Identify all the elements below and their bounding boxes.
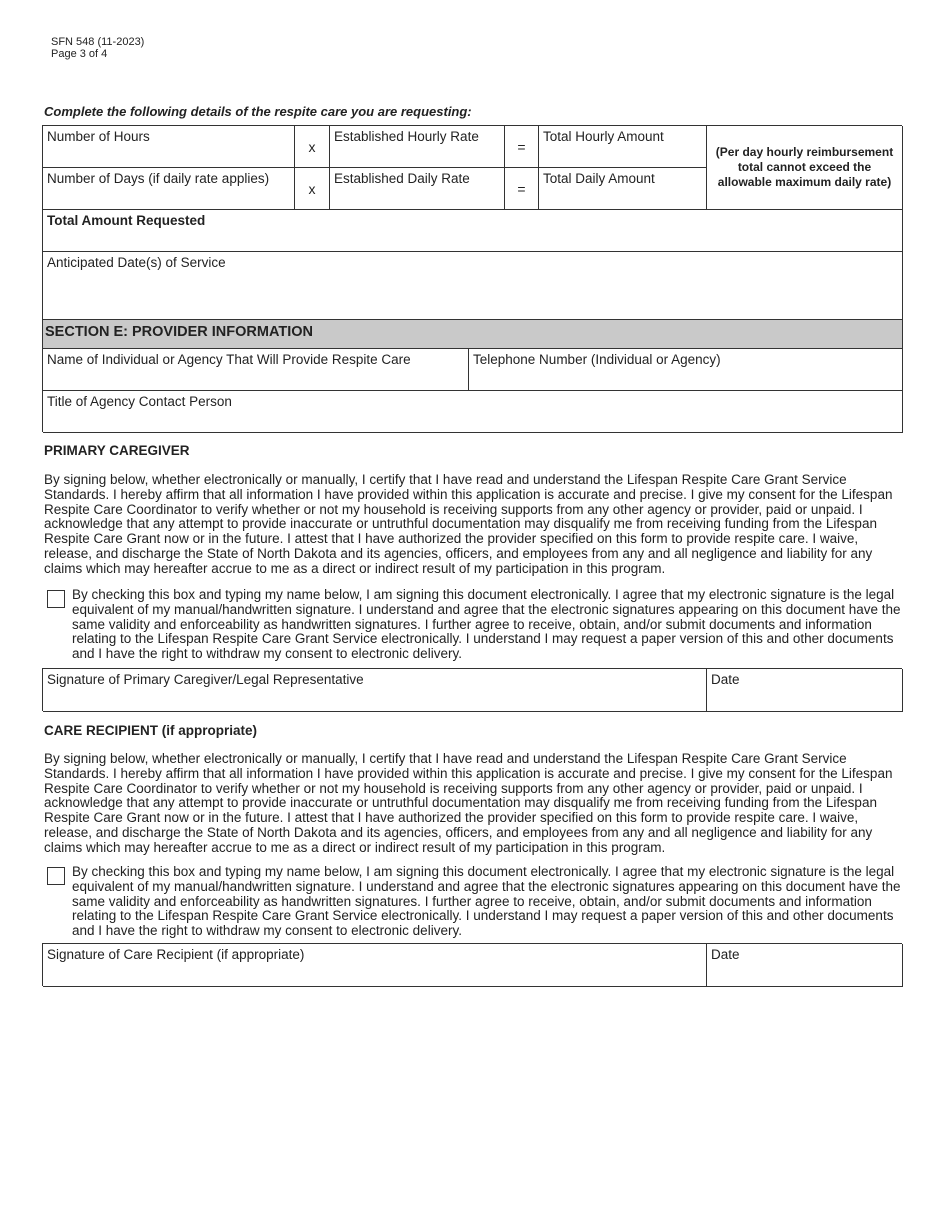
times-operator: x xyxy=(295,126,330,168)
service-dates-field[interactable] xyxy=(43,252,903,321)
care-details-table xyxy=(42,125,902,320)
primary-signature-row xyxy=(42,668,902,711)
primary-esign-text: By checking this box and typing my name below, I am signing this document electronically. I agree that my electronic signature is the legal equivalent of my manual/handwritten signature. I understand and agree that the electronic signatures appearing on this document have the same validity and enforceability as handwritten signatures. I further agree to receive, obtain, and/or submit documents and information relating to the Lifespan Respite Care Grant Service electronically. I understand I may request a paper version of this and other documents and I have the right to withdraw my consent to electronic delivery. xyxy=(72,587,901,662)
primary-date-label: Date xyxy=(711,672,740,687)
hourly-rate-field[interactable] xyxy=(330,126,505,168)
equals-operator-daily: = xyxy=(505,168,539,210)
primary-certification-text: By signing below, whether electronically or manually, I certify that I have read and understand the Lifespan Respite Care Grant Service Standards. I hereby affirm that all information I have provided within this application is accurate and precise. I give my consent for the Lifespan Respite Care Coordinator to verify whether or not my household is receiving supports from any other agency or provider, paid or unpaid. I acknowledge that any attempt to provide inaccurate or untruthful documentation may disqualify me from receiving funding from the Lifespan Respite Care Grant now or in the future. I attest that I have authorized the provider specified on this form to provide respite care. I waive, release, and discharge the State of North Dakota and its agencies, officers, and employees from any and all negligence and liability for any claims which may hereafter accrue to me as a direct or indirect result of my participation in this program. xyxy=(44,472,893,576)
provider-phone-field[interactable] xyxy=(469,349,903,391)
total-daily-field[interactable] xyxy=(539,168,707,210)
primary-signature-field[interactable] xyxy=(43,669,707,712)
contact-title-label: Title of Agency Contact Person xyxy=(47,394,232,409)
primary-esign-checkbox[interactable] xyxy=(47,590,65,608)
days-label: Number of Days (if daily rate applies) xyxy=(47,171,270,186)
contact-title-field[interactable] xyxy=(43,391,903,433)
primary-esign-row xyxy=(47,588,902,664)
total-daily-label: Total Daily Amount xyxy=(543,171,655,186)
intro-text: Complete the following details of the respite care you are requesting: xyxy=(44,104,472,119)
total-hourly-label: Total Hourly Amount xyxy=(543,129,664,144)
daily-rate-field[interactable] xyxy=(330,168,505,210)
provider-name-field[interactable] xyxy=(43,349,469,391)
primary-date-field[interactable] xyxy=(707,669,903,712)
hours-label: Number of Hours xyxy=(47,129,150,144)
page-number: Page 3 of 4 xyxy=(51,48,108,60)
daily-rate-label: Established Daily Rate xyxy=(334,171,470,186)
service-dates-label: Anticipated Date(s) of Service xyxy=(47,255,226,270)
times-operator-daily: x xyxy=(295,168,330,210)
recipient-signature-label: Signature of Care Recipient (if appropriate) xyxy=(47,947,305,962)
days-field[interactable] xyxy=(43,168,295,210)
hours-field[interactable] xyxy=(43,126,295,168)
form-header xyxy=(51,36,144,60)
recipient-esign-text: By checking this box and typing my name below, I am signing this document electronically. I agree that my electronic signature is the legal equivalent of my manual/handwritten signature. I understand and agree that the electronic signatures appearing on this document have the same validity and enforceability as handwritten signatures. I further agree to receive, obtain, and/or submit documents and information relating to the Lifespan Respite Care Grant Service electronically. I understand I may request a paper version of this and other documents and I have the right to withdraw my consent to electronic delivery. xyxy=(72,864,901,939)
form-id: SFN 548 (11-2023) xyxy=(51,36,145,48)
recipient-date-label: Date xyxy=(711,947,740,962)
hourly-rate-label: Established Hourly Rate xyxy=(334,129,479,144)
equals-operator: = xyxy=(505,126,539,168)
reimbursement-note: (Per day hourly reimbursement total cannot exceed the allowable maximum daily rate) xyxy=(707,126,903,210)
recipient-signature-field[interactable] xyxy=(43,944,707,987)
care-recipient-heading: CARE RECIPIENT (if appropriate) xyxy=(44,723,258,738)
recipient-signature-row xyxy=(42,943,902,986)
recipient-esign-row xyxy=(47,865,902,941)
primary-caregiver-heading: PRIMARY CAREGIVER xyxy=(44,443,190,458)
total-requested-field[interactable] xyxy=(43,210,903,252)
provider-name-label: Name of Individual or Agency That Will Provide Respite Care xyxy=(47,352,411,367)
recipient-certification-text: By signing below, whether electronically or manually, I certify that I have read and understand the Lifespan Respite Care Grant Service Standards. I hereby affirm that all information I have provided within this application is accurate and precise. I give my consent for the Lifespan Respite Care Coordinator to verify whether or not my household is receiving supports from any other agency or provider, paid or unpaid. I acknowledge that any attempt to provide inaccurate or untruthful documentation may disqualify me from receiving funding from the Lifespan Respite Care Grant now or in the future. I attest that I have authorized the provider specified on this form to provide respite care. I waive, release, and discharge the State of North Dakota and its agencies, officers, and employees from any and all negligence and liability for any claims which may hereafter accrue to me as a direct or indirect result of my participation in this program. xyxy=(44,751,893,855)
primary-signature-label: Signature of Primary Caregiver/Legal Representative xyxy=(47,672,364,687)
provider-phone-label: Telephone Number (Individual or Agency) xyxy=(473,352,721,367)
section-e-title: SECTION E: PROVIDER INFORMATION xyxy=(43,320,903,349)
total-requested-label: Total Amount Requested xyxy=(47,213,206,228)
provider-section xyxy=(42,319,902,432)
recipient-date-field[interactable] xyxy=(707,944,903,987)
total-hourly-field[interactable] xyxy=(539,126,707,168)
recipient-esign-checkbox[interactable] xyxy=(47,867,65,885)
